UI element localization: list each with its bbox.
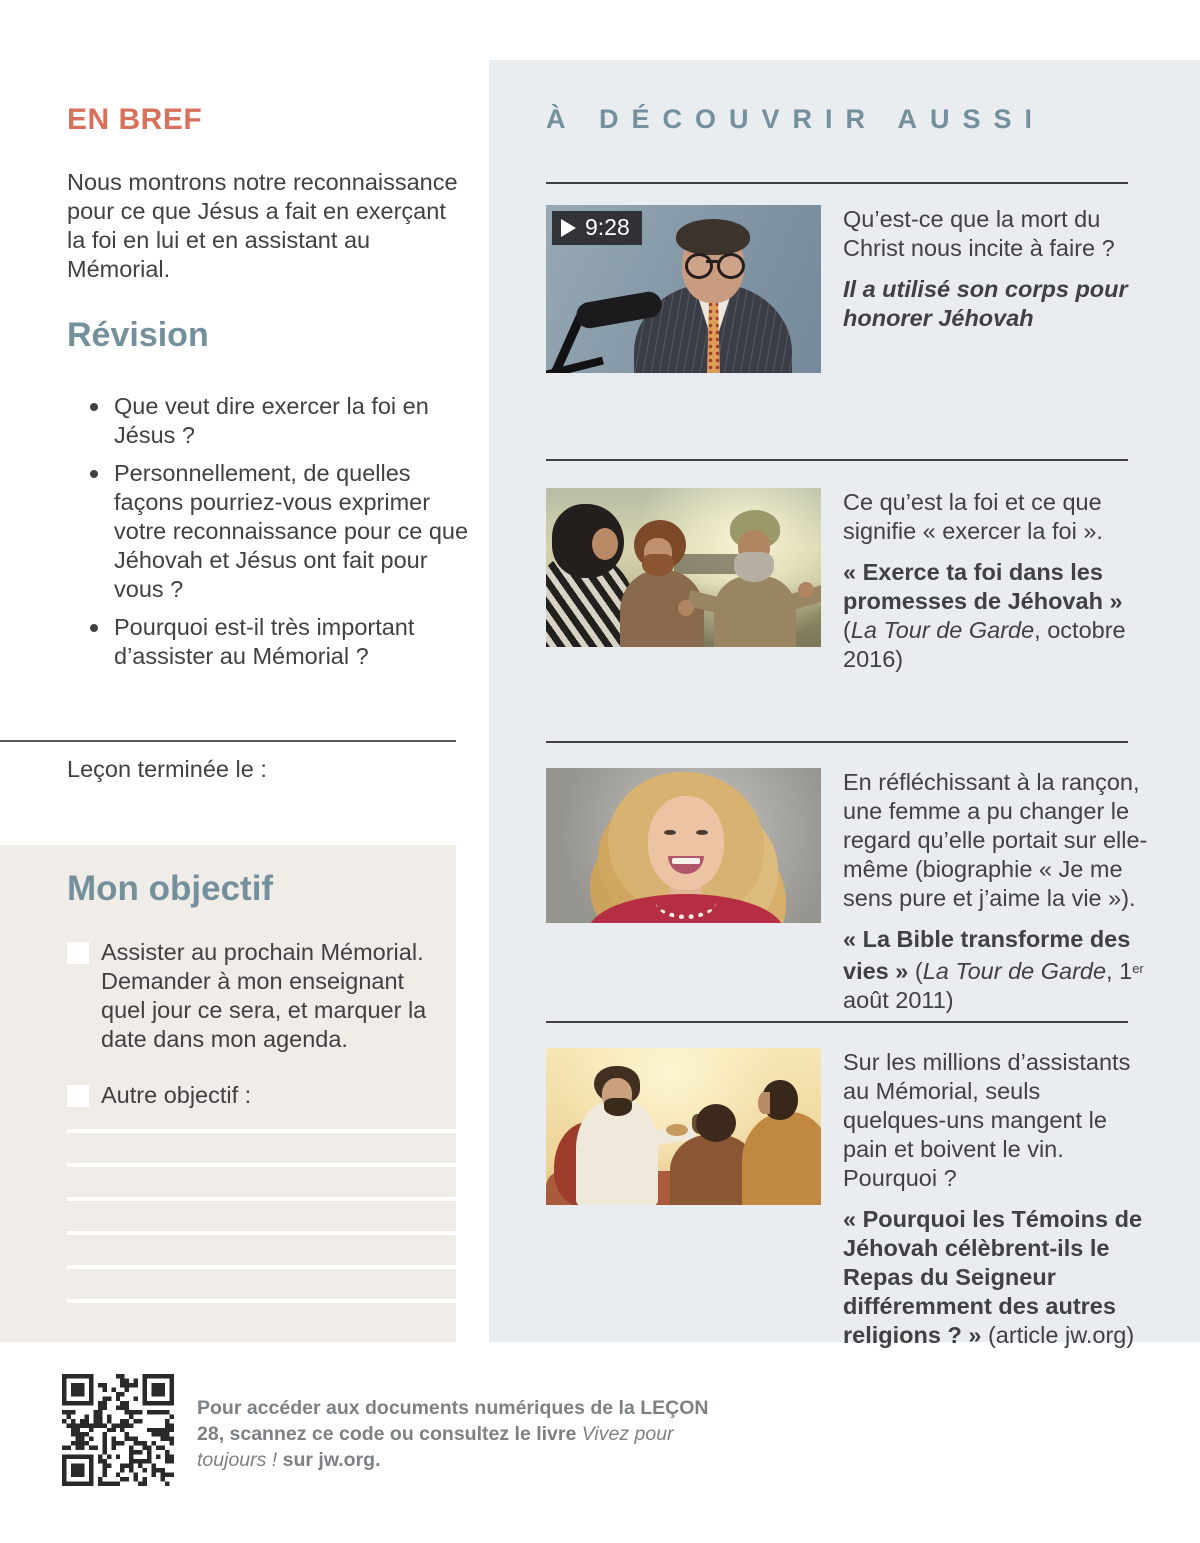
bullet-icon (90, 470, 98, 478)
discover-item-article (546, 488, 1148, 674)
item-divider (546, 1021, 1128, 1023)
bullet-icon (90, 403, 98, 411)
writing-line[interactable] (67, 1265, 456, 1269)
writing-line[interactable] (67, 1163, 456, 1167)
jesus-beard (604, 1098, 632, 1116)
bread (666, 1124, 688, 1136)
ark-structure (674, 554, 738, 574)
video-duration-badge (552, 211, 642, 245)
lesson-completed-label: Leçon terminée le : (67, 756, 267, 782)
play-icon (561, 219, 576, 237)
video-duration: 9:28 (585, 214, 630, 240)
writing-line[interactable] (67, 1231, 456, 1235)
my-objective-box (0, 845, 456, 1342)
writing-line[interactable] (67, 1197, 456, 1201)
item-source: (La Tour de Garde, octobre 2016) (843, 617, 1126, 672)
woman-face (648, 796, 724, 890)
revision-question-list (90, 392, 472, 680)
writing-line[interactable] (67, 1299, 456, 1303)
item-description: Qu’est-ce que la mort du Christ nous incite à faire ? (843, 206, 1115, 261)
item-source: (article jw.org) (981, 1322, 1135, 1348)
video-thumbnail[interactable] (546, 205, 821, 373)
discover-item-video (546, 205, 1148, 373)
revision-question: Personnellement, de quelles façons pourriez-vous exprimer votre reconnaissance pour ce que Jéhovah et Jésus ont fait pour vous ? (114, 460, 469, 602)
item-title-link[interactable]: « La Bible transforme des vies » (843, 926, 1131, 984)
writing-lines (67, 1129, 456, 1333)
objective-item-label: Assister au prochain Mémorial. Demander à mon enseignant quel jour ce sera, et marquer la date dans mon agenda. (101, 939, 427, 1052)
article-thumbnail[interactable] (546, 1048, 821, 1205)
item-divider (546, 182, 1128, 184)
list-item (90, 459, 472, 604)
item-source: (La Tour de Garde, 1er août 2011) (843, 958, 1144, 1013)
revision-question: Pourquoi est-il très important d’assister au Mémorial ? (114, 614, 415, 669)
discover-item-text (843, 768, 1148, 1015)
glasses-icon (717, 253, 745, 279)
article-thumbnail[interactable] (546, 488, 821, 647)
objective-item (67, 938, 449, 1054)
discover-item-article (546, 768, 1148, 1015)
noah-hand (678, 600, 694, 616)
woman-eye (696, 830, 708, 835)
checkbox-attend-memorial[interactable] (67, 942, 89, 964)
qr-caption-text: sur jw.org. (277, 1449, 381, 1471)
item-description: Sur les millions d’assistants au Mémorial, seuls quelques-uns mangent le pain et boivent le vin. Pourquoi ? (843, 1049, 1131, 1191)
figure-beard (642, 554, 674, 576)
checkbox-other-objective[interactable] (67, 1085, 89, 1107)
glasses-bridge (706, 260, 718, 263)
woman-eye (664, 830, 676, 835)
disciple-body (742, 1112, 821, 1205)
objective-heading: Mon objectif (67, 869, 274, 908)
publication-title-italic: La Tour de Garde (922, 958, 1107, 984)
speaker-tie (707, 301, 720, 373)
publication-title-italic: La Tour de Garde (850, 617, 1035, 643)
ordinal-superscript: er (1132, 961, 1144, 976)
qr-code (62, 1374, 174, 1486)
item-title-link[interactable]: Il a utilisé son corps pour honorer Jéhovah (843, 276, 1128, 331)
disciple-face (758, 1092, 770, 1114)
glasses-icon (685, 253, 713, 279)
en-bref-paragraph: Nous montrons notre reconnaissance pour ce que Jésus a fait en exerçant la foi en lui et en assistant au Mémorial. (67, 169, 458, 282)
pearl-necklace (656, 886, 716, 919)
writing-line[interactable] (67, 1129, 456, 1133)
discover-panel (489, 60, 1200, 1348)
noah-beard (734, 552, 774, 582)
book-title-italic: Vivez pour toujours ! (197, 1423, 674, 1471)
list-item (90, 392, 472, 450)
item-description: En réfléchissant à la rançon, une femme a pu changer le regard qu’elle portait sur elle-même (biographie « Je me sens pure et j’aime la vie »). (843, 769, 1148, 911)
objective-item (67, 1081, 449, 1110)
discover-item-text (843, 1048, 1148, 1350)
item-title-link[interactable]: « Exerce ta foi dans les promesses de Jéhovah » (843, 559, 1123, 614)
objective-item-label: Autre objectif : (101, 1082, 252, 1108)
revision-question: Que veut dire exercer la foi en Jésus ? (114, 393, 429, 448)
discover-item-text (843, 205, 1148, 333)
article-thumbnail[interactable] (546, 768, 821, 923)
discover-item-article (546, 1048, 1148, 1350)
item-divider (546, 741, 1128, 743)
discover-heading: À DÉCOUVRIR AUSSI (546, 104, 1046, 134)
item-divider (546, 459, 1128, 461)
qr-caption (197, 1395, 727, 1473)
section-divider (0, 740, 456, 742)
bullet-icon (90, 624, 98, 632)
discover-item-text (843, 488, 1148, 674)
revision-heading: Révision (67, 316, 209, 354)
qr-caption-text: Pour accéder aux documents numériques de la LEÇON 28, scannez ce code ou consultez le livre (197, 1397, 709, 1445)
disciple-head (696, 1104, 736, 1142)
woman-smile-teeth (672, 858, 700, 864)
list-item (90, 613, 472, 671)
figure-face (592, 528, 618, 560)
item-title-link[interactable]: « Pourquoi les Témoins de Jéhovah célèbrent-ils le Repas du Seigneur différemment des autres religions ? » (843, 1206, 1143, 1348)
en-bref-heading: EN BREF (67, 103, 203, 136)
speaker-hair (676, 219, 750, 255)
item-description: Ce qu’est la foi et ce que signifie « exercer la foi ». (843, 489, 1103, 544)
noah-hand (798, 582, 814, 598)
